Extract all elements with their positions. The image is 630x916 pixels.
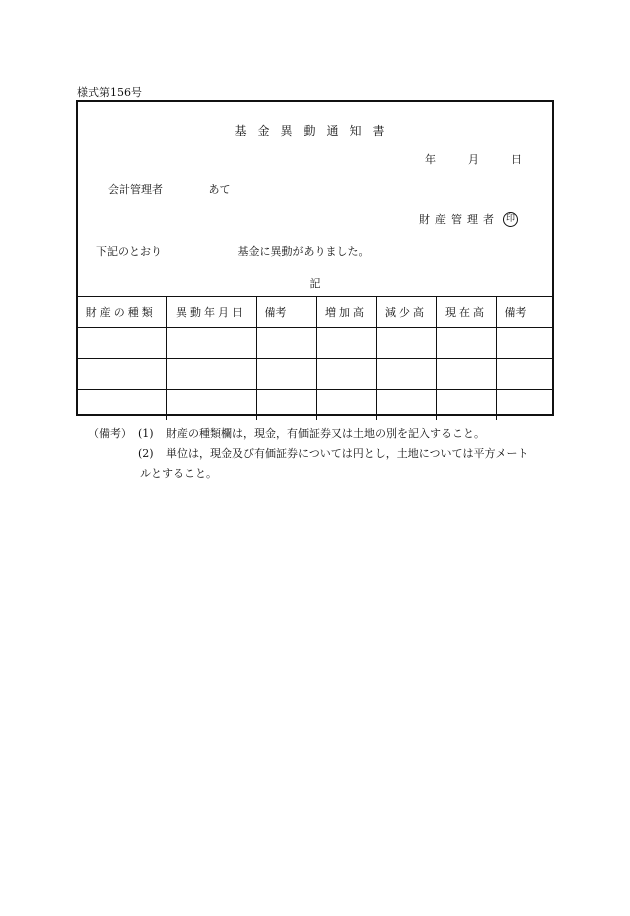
ki-label: 記 bbox=[309, 277, 321, 290]
table-cell[interactable] bbox=[496, 328, 554, 359]
addressee-label: 会計管理者 bbox=[108, 183, 163, 196]
table-cell[interactable] bbox=[376, 359, 436, 390]
table-cell[interactable] bbox=[376, 390, 436, 421]
date-year: 年 bbox=[425, 153, 436, 166]
table-cell[interactable] bbox=[496, 359, 554, 390]
table-cell[interactable] bbox=[256, 328, 316, 359]
header-remarks-2: 備考 bbox=[496, 297, 554, 328]
table-cell[interactable] bbox=[316, 328, 376, 359]
notice-suffix: 基金に異動がありました。 bbox=[237, 245, 370, 258]
table-cell[interactable] bbox=[166, 390, 256, 421]
remark-item-2 bbox=[88, 444, 558, 464]
table-cell[interactable] bbox=[76, 390, 166, 421]
notice-prefix: 下記のとおり bbox=[96, 245, 162, 258]
remark-text: 単位は，現金及び有価証券については円とし，土地については平方メート bbox=[166, 447, 529, 460]
manager-label: 財産管理者 bbox=[419, 213, 499, 226]
remark-continuation: ルとすること。 bbox=[140, 467, 217, 480]
table-row bbox=[76, 328, 554, 359]
date-day: 日 bbox=[511, 153, 522, 166]
remarks-label: （備考） bbox=[88, 427, 132, 440]
addressee-suffix: あて bbox=[208, 183, 231, 196]
table-cell[interactable] bbox=[496, 390, 554, 421]
remark-number: (1) bbox=[138, 427, 154, 440]
manager-line bbox=[419, 211, 518, 227]
table-cell[interactable] bbox=[256, 359, 316, 390]
table-cell[interactable] bbox=[436, 359, 496, 390]
addressee-line bbox=[108, 181, 231, 197]
document-title: 基金異動通知書 bbox=[234, 124, 396, 138]
remark-number: (2) bbox=[138, 447, 154, 460]
table-cell[interactable] bbox=[316, 390, 376, 421]
notice-line bbox=[96, 243, 370, 259]
remark-text: 財産の種類欄は，現金，有価証券又は土地の別を記入すること。 bbox=[166, 427, 485, 440]
table-cell[interactable] bbox=[316, 359, 376, 390]
header-remarks: 備考 bbox=[256, 297, 316, 328]
header-decrease: 減少高 bbox=[376, 297, 436, 328]
table-cell[interactable] bbox=[76, 359, 166, 390]
header-current: 現在高 bbox=[436, 297, 496, 328]
table-cell[interactable] bbox=[256, 390, 316, 421]
header-increase: 増加高 bbox=[316, 297, 376, 328]
remark-item-1 bbox=[88, 424, 558, 444]
table-cell[interactable] bbox=[376, 328, 436, 359]
remarks-section bbox=[88, 424, 558, 484]
table-header-row bbox=[76, 297, 554, 328]
date-line bbox=[425, 151, 522, 167]
form-number: 様式第156号 bbox=[77, 86, 142, 99]
property-table bbox=[76, 296, 554, 420]
header-property-type: 財産の種類 bbox=[76, 297, 166, 328]
header-change-date: 異動年月日 bbox=[166, 297, 256, 328]
table-cell[interactable] bbox=[436, 390, 496, 421]
table-cell[interactable] bbox=[76, 328, 166, 359]
date-month: 月 bbox=[468, 153, 479, 166]
form-frame bbox=[76, 100, 554, 416]
seal-mark: 印 bbox=[503, 212, 518, 227]
table-cell[interactable] bbox=[436, 328, 496, 359]
table-cell[interactable] bbox=[166, 328, 256, 359]
table-row bbox=[76, 359, 554, 390]
table-cell[interactable] bbox=[166, 359, 256, 390]
table-row bbox=[76, 390, 554, 421]
